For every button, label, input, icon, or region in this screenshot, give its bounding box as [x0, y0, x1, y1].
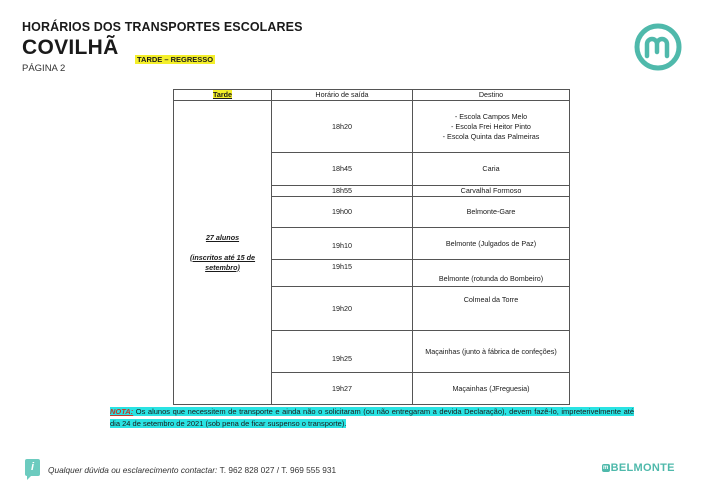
departure-time: 18h45	[272, 153, 413, 186]
departure-time: 19h10	[272, 228, 413, 260]
brand-logo	[602, 462, 675, 474]
destination: Belmonte-Gare	[413, 197, 570, 228]
destination: Belmonte (rotunda do Bombeiro)	[413, 260, 570, 287]
table-header-row	[174, 90, 570, 101]
destination: Colmeal da Torre	[413, 287, 570, 331]
footer-contact-text: Qualquer dúvida ou esclarecimento contactar:	[48, 465, 220, 475]
brand-name: BELMONTE	[610, 462, 675, 474]
table-row	[174, 101, 570, 153]
column-header-destination: Destino	[413, 90, 570, 101]
brand-mark-icon: m	[603, 465, 609, 471]
note-paragraph	[110, 406, 634, 430]
departure-time: 18h20	[272, 101, 413, 153]
note-label: NOTA:	[110, 407, 134, 416]
destination: Maçainhas (JFreguesia)	[413, 373, 570, 405]
footer-contact	[48, 465, 336, 475]
tarde-regresso-label: TARDE – REGRESSO	[137, 55, 214, 64]
student-count: 27 alunos	[205, 232, 240, 242]
destination-line: - Escola Frei Heitor Pinto	[451, 121, 531, 131]
destination	[413, 101, 570, 153]
departure-time: 19h15	[272, 260, 413, 287]
departure-time: 19h27	[272, 373, 413, 405]
schedule-table	[173, 89, 570, 405]
info-icon: i	[25, 459, 40, 476]
header-title: HORÁRIOS DOS TRANSPORTES ESCOLARES	[22, 20, 303, 34]
column-header-tarde: Tarde	[174, 90, 272, 101]
destination: Belmonte (Julgados de Paz)	[413, 228, 570, 260]
footer-phones: T. 962 828 027 / T. 969 555 931	[219, 465, 337, 475]
destination-line: - Escola Campos Melo	[454, 111, 528, 121]
destination: Caria	[413, 153, 570, 186]
departure-time: 19h25	[272, 331, 413, 373]
column-header-time: Horário de saída	[272, 90, 413, 101]
note-text: Os alunos que necessitem de transporte e ainda não o solicitaram (ou não entregaram a devida Declaração), devem fazê-lo, impreterivelmente até dia 24 de setembro de 2021 (sob pena de ficar suspenso o transporte).	[110, 407, 634, 428]
municipality-logo-icon	[633, 22, 683, 72]
destination: Maçainhas (junto à fábrica de confeções)	[413, 331, 570, 373]
header-city: COVILHÃ	[22, 36, 119, 59]
student-group-cell	[174, 101, 272, 405]
destination-line: - Escola Quinta das Palmeiras	[442, 131, 540, 141]
departure-time: 19h20	[272, 287, 413, 331]
departure-time: 19h00	[272, 197, 413, 228]
registration-note: (inscritos até 15 de setembro)	[189, 252, 256, 272]
header-page: PÁGINA 2	[22, 63, 66, 74]
destination: Carvalhal Formoso	[413, 186, 570, 197]
departure-time: 18h55	[272, 186, 413, 197]
